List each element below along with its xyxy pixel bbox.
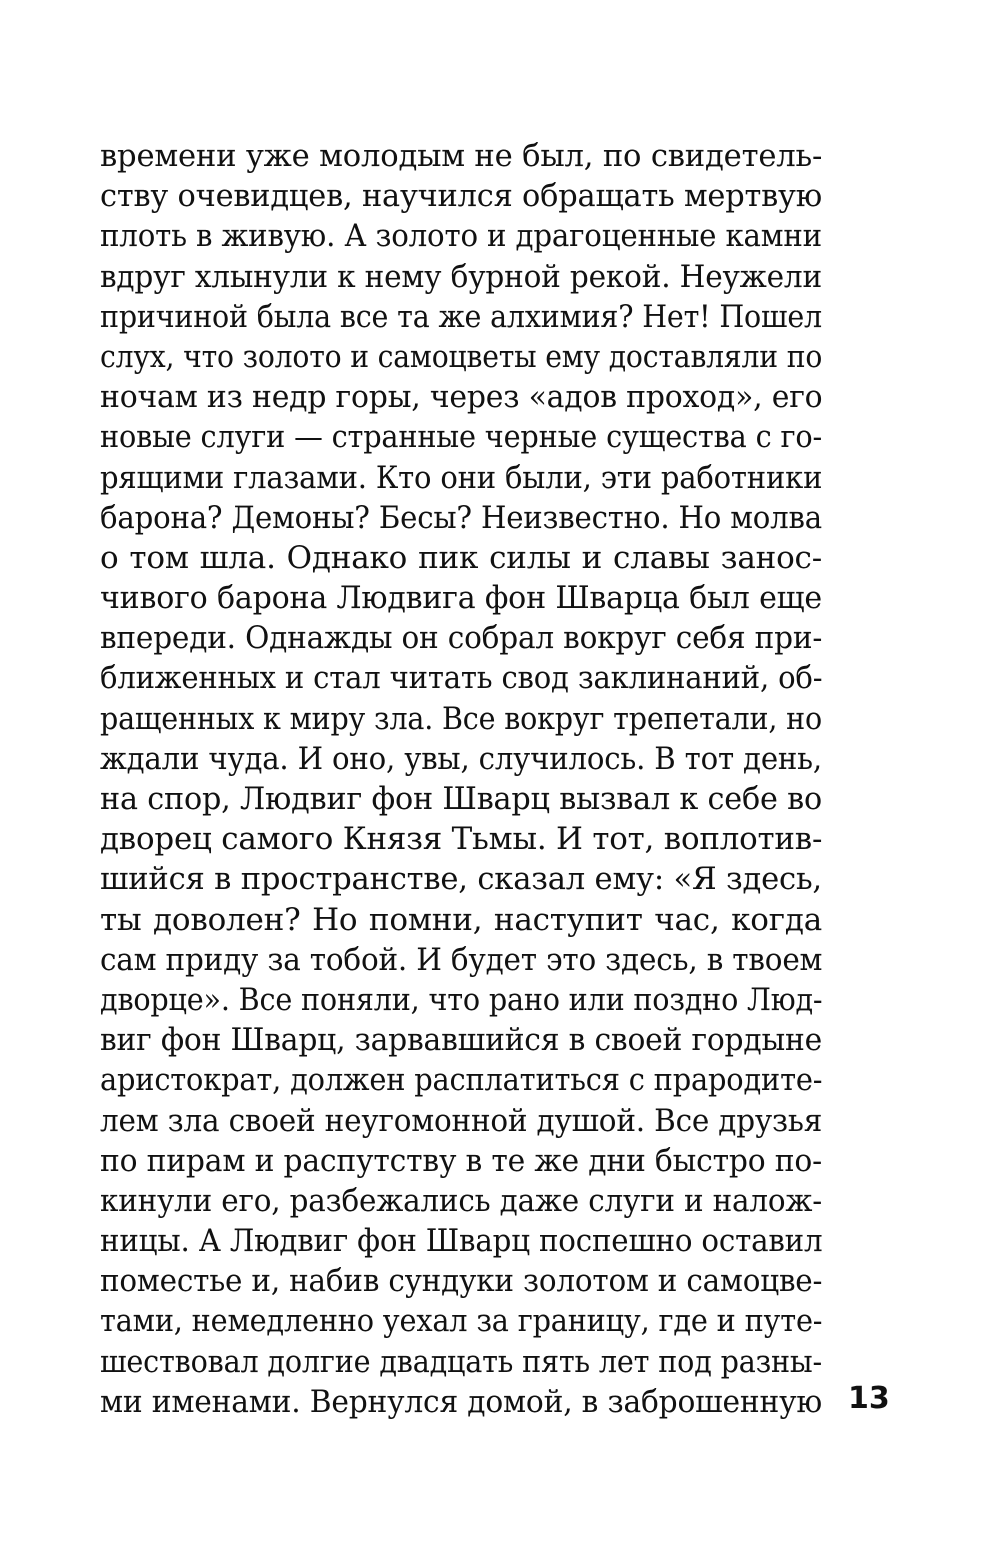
text-line: шествовал долгие двадцать пять лет под разны- — [100, 1343, 823, 1380]
text-line: причиной была все та же алхимия? Нет! Пошел — [100, 298, 822, 335]
text-line: чивого барона Людвига фон Шварца был еще — [100, 580, 822, 617]
text-line: кинули его, разбежались даже слуги и налож- — [100, 1182, 823, 1219]
text-line: ращенных к миру зла. Все вокруг трепетали, но — [100, 700, 822, 737]
text-line: дворец самого Князя Тьмы. И тот, воплотив- — [100, 821, 823, 858]
text-line: по пирам и распутству в те же дни быстро по- — [100, 1142, 822, 1179]
text-line: аристократ, должен расплатиться с прародите- — [100, 1062, 823, 1099]
text-line: новые слуги — странные черные существа с го- — [100, 419, 822, 456]
text-line: тами, немедленно уехал за границу, где и путе- — [100, 1303, 823, 1340]
text-line: ми именами. Вернулся домой, в заброшенную — [100, 1383, 823, 1420]
text-line: ближенных и стал читать свод заклинаний, об- — [100, 660, 823, 697]
text-line: ты доволен? Но помни, наступит час, когда — [100, 901, 822, 938]
text-line: слух, что золото и самоцветы ему доставляли по — [100, 338, 823, 375]
text-line: на спор, Людвиг фон Шварц вызвал к себе во — [100, 781, 823, 817]
text-line: впереди. Однажды он собрал вокруг себя при- — [100, 620, 823, 657]
text-line: рящими глазами. Кто они были, эти работники — [100, 459, 823, 496]
text-line: дворце». Все поняли, что рано или поздно Люд- — [100, 981, 823, 1018]
text-line: плоть в живую. А золото и драгоценные камни — [100, 218, 823, 255]
text-line: ждали чуда. И оно, увы, случилось. В тот день, — [100, 740, 822, 777]
text-line: вдруг хлынули к нему бурной рекой. Неужели — [100, 258, 822, 295]
text-line: ночам из недр горы, через «адов проход», его — [100, 379, 823, 416]
text-line: шийся в пространстве, сказал ему: «Я здесь, — [100, 861, 822, 898]
text-line: лем зла своей неугомонной душой. Все друзья — [100, 1102, 823, 1139]
text-line: о том шла. Однако пик силы и славы занос- — [100, 539, 822, 576]
text-line: виг фон Шварц, зарвавшийся в своей гордыне — [100, 1022, 822, 1059]
body-text — [100, 136, 822, 1422]
text-line: времени уже молодым не был, по свидетель- — [100, 138, 823, 174]
text-line: сам приду за тобой. И будет это здесь, в твоем — [100, 941, 823, 978]
page-number: 13 — [848, 1381, 890, 1416]
text-line: поместье и, набив сундуки золотом и самоцве- — [100, 1263, 823, 1300]
text-line: барона? Демоны? Бесы? Неизвестно. Но молва — [100, 499, 822, 536]
text-line: ству очевидцев, научился обращать мертвую — [100, 178, 823, 215]
text-line: ницы. А Людвиг фон Шварц поспешно оставил — [100, 1223, 823, 1260]
